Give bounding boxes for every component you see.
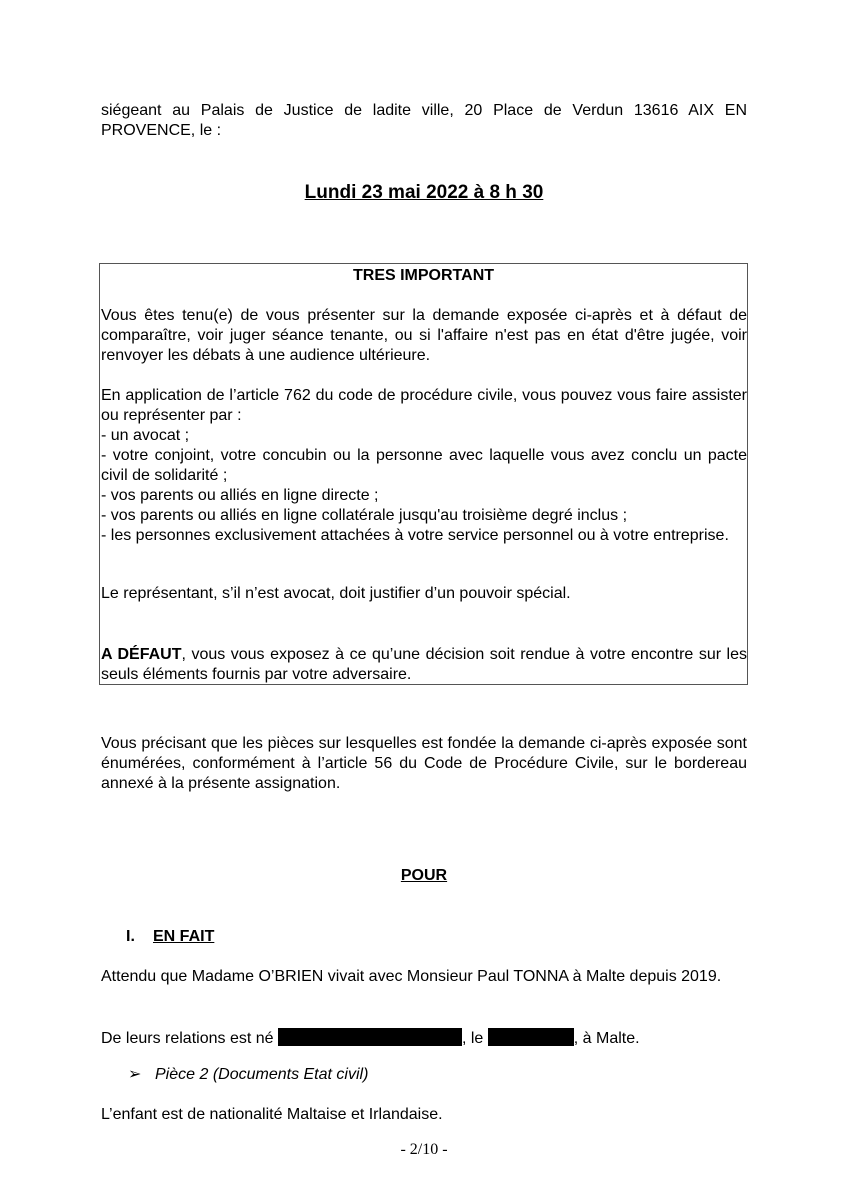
pour-heading: POUR: [400, 867, 448, 884]
piece-reference: [128, 1065, 368, 1085]
birth-paragraph: [101, 1028, 747, 1049]
facts-paragraph-1: Attendu que Madame O’BRIEN vivait avec Monsieur Paul TONNA à Malte depuis 2019.: [101, 968, 722, 985]
birth-suffix: , à Malte.: [573, 1030, 640, 1047]
birth-middle: , le: [461, 1030, 488, 1047]
representative-item: - les personnes exclusivement attachées à votre service personnel ou à votre entreprise.: [101, 527, 729, 544]
redacted-date-block: [488, 1028, 574, 1046]
section-number: I.: [126, 928, 135, 945]
important-notice-box: [99, 263, 748, 685]
redacted-name-block: [278, 1028, 462, 1046]
section-heading: [126, 927, 214, 947]
warning-bold-label: A DÉFAUT: [101, 646, 182, 663]
intro-paragraph: siégeant au Palais de Justice de ladite ville, 20 Place de Verdun 13616 AIX EN PROVENCE, le :: [101, 102, 747, 139]
representative-item: - un avocat ;: [101, 427, 190, 444]
nationality-paragraph: L’enfant est de nationalité Maltaise et Irlandaise.: [101, 1106, 443, 1123]
pieces-notice-paragraph: Vous précisant que les pièces sur lesquelles est fondée la demande ci-après exposée sont énumérées, conformément à l’article 56 du Code de Procédure Civile, sur le bordereau annexé à la présente assignation.: [101, 735, 747, 792]
page-number: - 2/10 -: [400, 1141, 448, 1158]
notice-warning: [101, 645, 747, 685]
representative-item: - vos parents ou alliés en ligne collatérale jusqu'au troisième degré inclus ;: [101, 507, 628, 524]
notice-paragraph-2-lead: En application de l’article 762 du code de procédure civile, vous pouvez vous faire assister ou représenter par :: [101, 387, 747, 424]
notice-paragraph-3: Le représentant, s’il n’est avocat, doit justifier d’un pouvoir spécial.: [101, 585, 571, 602]
notice-paragraph-1: Vous êtes tenu(e) de vous présenter sur la demande exposée ci-après et à défaut de comparaître, voir juger séance tenante, ou si l'affaire n'est pas en état d'être jugée, voir renvoyer les débats à une audience ultérieure.: [101, 307, 747, 364]
hearing-date-title: Lundi 23 mai 2022 à 8 h 30: [304, 182, 544, 203]
piece-reference-text: Pièce 2 (Documents Etat civil): [155, 1066, 369, 1083]
section-title: EN FAIT: [153, 928, 215, 945]
birth-prefix: De leurs relations est né: [101, 1030, 278, 1047]
notice-title: TRES IMPORTANT: [352, 267, 495, 284]
arrow-bullet-icon: ➢: [128, 1066, 142, 1083]
warning-text: , vous vous exposez à ce qu’une décision soit rendue à votre encontre sur les seuls éléments fournis par votre adversaire.: [101, 646, 748, 683]
representative-item: - votre conjoint, votre concubin ou la personne avec laquelle vous avez conclu un pacte civil de solidarité ;: [101, 447, 747, 484]
representative-item: - vos parents ou alliés en ligne directe ;: [101, 487, 379, 504]
